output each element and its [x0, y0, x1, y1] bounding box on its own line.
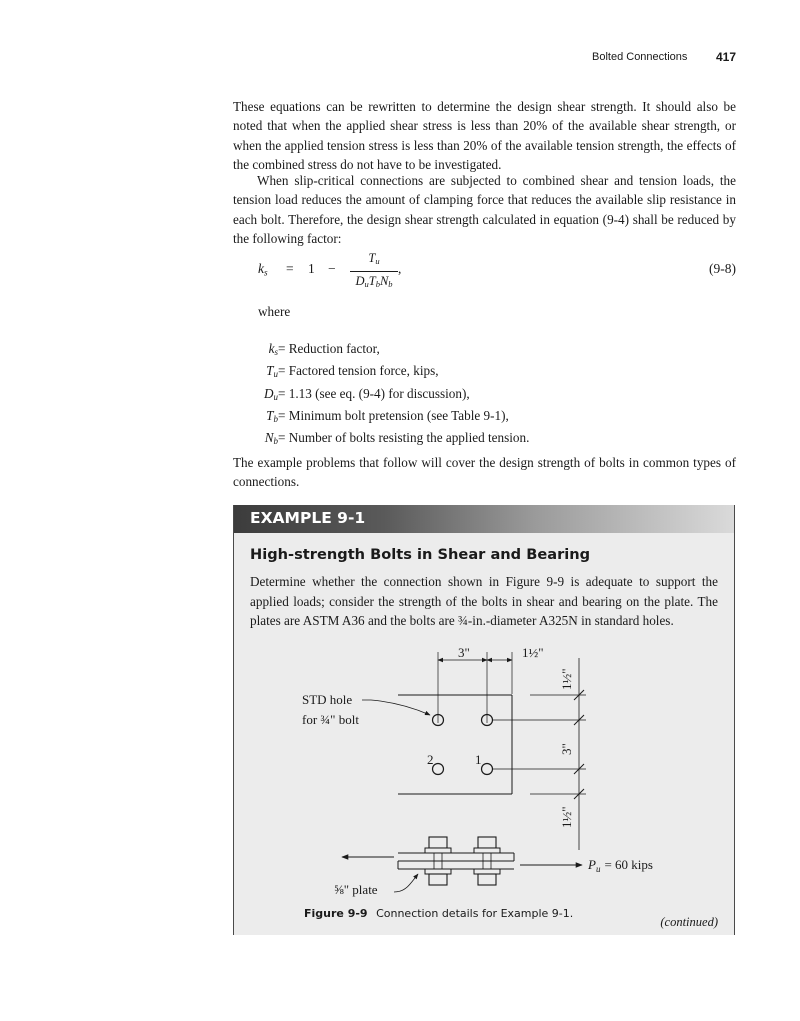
equation-denominator	[350, 274, 398, 292]
definition-symbol-sub: s	[274, 347, 278, 358]
dim-label-3in: 3"	[458, 645, 470, 660]
definition-row	[258, 360, 736, 382]
paragraph-2-text: When slip-critical connections are subjected to combined shear and tension loads, the tension load reduces the amount of clamping force that reduces the available slip resistance in each bolt. Therefore, the design shear strength calculated in equation (9-4) shall be reduced by the following factor:	[233, 173, 736, 246]
running-head-section: Bolted Connections	[592, 51, 688, 63]
continued-label: (continued)	[660, 915, 718, 929]
bolt-hole-2	[433, 764, 444, 775]
figure-9-9	[234, 638, 734, 900]
equation-lhs-symbol: k	[258, 261, 264, 276]
paragraph-2	[233, 171, 736, 248]
definition-symbol-sub: u	[273, 369, 278, 380]
example-header	[234, 505, 734, 533]
definition-symbol-sub: b	[273, 414, 278, 425]
std-hole-label-line2: for ¾" bolt	[302, 712, 359, 727]
bolt-label-2: 2	[427, 752, 434, 767]
definition-row	[258, 405, 736, 427]
equation-comma: ,	[398, 261, 402, 276]
definition-text: = Number of bolts resisting the applied tension.	[278, 430, 530, 446]
denominator-sub: u	[364, 279, 369, 290]
denominator-symbol: T	[368, 274, 376, 289]
dim-label-right-3: 1½"	[559, 806, 574, 828]
plate-thickness-label: ⅝" plate	[334, 882, 378, 897]
definition-row	[258, 338, 736, 360]
load-label: $P_u = 60$ kips	[588, 857, 653, 874]
equation-numerator	[350, 251, 398, 269]
definition-symbol-base: N	[264, 430, 274, 446]
std-hole-label-line1: STD hole	[302, 692, 353, 707]
definition-text: = Reduction factor,	[278, 341, 380, 356]
definition-text: = Minimum bolt pretension (see Table 9-1),	[278, 407, 509, 423]
definition-row	[258, 427, 736, 449]
equation-number: (9-8)	[709, 261, 736, 276]
denominator-sub: b	[388, 279, 393, 290]
example-title: High-strength Bolts in Shear and Bearing	[250, 546, 591, 563]
denominator-sub: b	[375, 279, 380, 290]
numerator-symbol: T	[368, 251, 376, 265]
page-number: 417	[715, 50, 736, 64]
plate-leader	[394, 874, 418, 892]
equation-one: 1	[308, 261, 315, 276]
example-body-text: Determine whether the connection shown in Figure 9-9 is adequate to support the applied loads; consider the strength of the bolts in shear and bearing on the plate. The plates are ASTM A36 and the bolts are ¾-in.-diameter A325N in standard holes.	[250, 574, 718, 628]
paragraph-1	[233, 97, 736, 174]
dim-label-right-1: 1½"	[559, 668, 574, 690]
definition-symbol-sub: u	[273, 391, 278, 402]
denominator-symbol: D	[355, 274, 365, 289]
figure-caption-text: Connection details for Example 9-1.	[376, 907, 574, 920]
definition-symbol	[265, 427, 278, 453]
definition-text: = Factored tension force, kips,	[278, 363, 439, 379]
definition-symbol-base: k	[268, 341, 275, 356]
numerator-sub: u	[375, 256, 380, 267]
denominator-symbol: N	[379, 274, 389, 289]
std-hole-leader	[362, 700, 430, 715]
example-label: EXAMPLE 9-1	[250, 509, 366, 527]
dim-label-right-2: 3"	[559, 743, 574, 755]
paragraph-1-text: These equations can be rewritten to determine the design shear strength. It should also be noted that when the applied shear stress is less than 20% of the available shear strength, or when the applied tension stress is less than 20% of the available tension strength, the effects of the combined stress do not have to be investigated.	[233, 99, 736, 172]
bolt-hole-1	[482, 764, 493, 775]
equation-minus: −	[328, 261, 336, 276]
definition-text: = 1.13 (see eq. (9-4) for discussion),	[278, 385, 470, 401]
equation-lhs-sub: s	[264, 267, 268, 278]
figure-caption-label: Figure 9-9	[304, 907, 368, 920]
running-head	[560, 51, 736, 69]
definition-row	[258, 383, 736, 405]
equation-lhs	[258, 261, 268, 277]
dim-label-1half-top: 1½"	[522, 645, 544, 660]
paragraph-3	[233, 453, 736, 492]
connection-diagram	[234, 638, 734, 900]
example-box	[233, 505, 735, 935]
definition-symbol-sub: b	[273, 436, 278, 447]
example-body	[250, 572, 718, 631]
equation-9-8	[258, 251, 736, 291]
definition-symbol-base: T	[266, 363, 274, 379]
equation-equals: =	[286, 261, 294, 276]
figure-caption	[304, 907, 573, 920]
fraction-bar	[350, 271, 398, 272]
equation-fraction	[350, 251, 398, 292]
definitions-list	[258, 338, 736, 449]
definition-symbol-base: T	[266, 407, 274, 423]
paragraph-3-text: The example problems that follow will cover the design strength of bolts in common types of connections.	[233, 455, 736, 490]
definition-symbol-base: D	[263, 385, 274, 401]
where-label: where	[258, 304, 291, 319]
bolt-label-1: 1	[475, 752, 482, 767]
